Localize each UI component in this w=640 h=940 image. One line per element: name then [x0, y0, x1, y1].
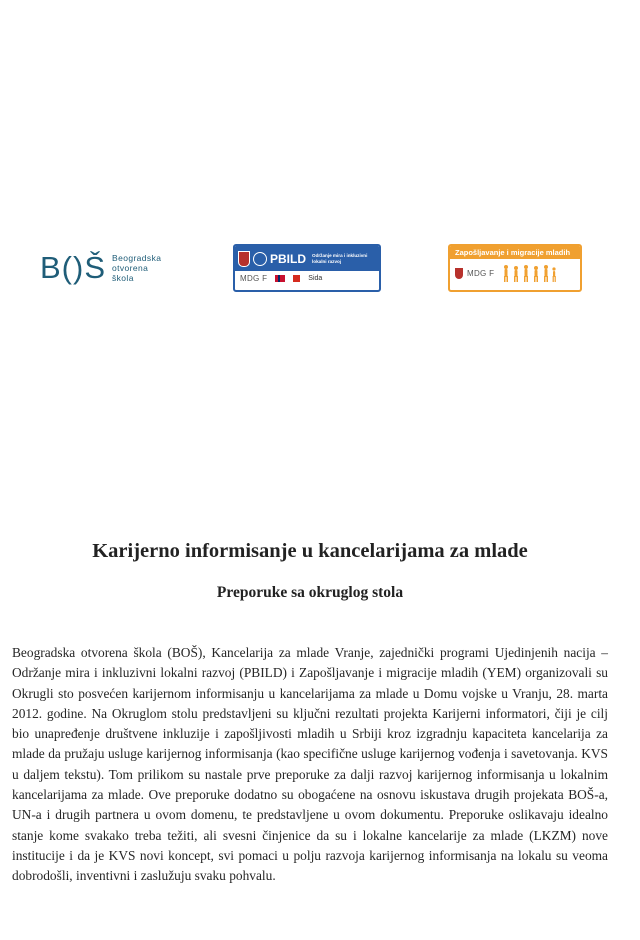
pbild-logo: [233, 244, 381, 292]
walking-people-icon: [500, 263, 558, 283]
serbia-crest-icon: [238, 251, 250, 267]
yem-logo-title: Zapošljavanje i migracije mladih: [450, 246, 580, 259]
document-body-paragraph: Beogradska otvorena škola (BOŠ), Kancelarija za mlade Vranje, zajednički programi Ujedinjenih nacija – Održanje mira i inkluzivni lokalni razvoj (PBILD) i Zapošljavanje i migracije mladih (YEM) organizovali su Okrugli sto posvećen karijernom informisanju u kancelarijama za mlade u Domu vojske u Vranju, 28. marta 2012. godine. Na Okruglom stolu predstavljeni su ključni rezultati projekta Karijerni informatori, čiji je cilj bio unapređenje društvene inkluzije i zapošljivosti mladih u Srbiji kroz izgradnju kapaciteta kancelarija za mlade da pružaju usluge karijernog informisanja (kao specifične usluge karijernog vođenja i savetovanja. KVS u daljem tekstu). Tom prilikom su nastale prve preporuke za dalji razvoj karijernog informisanja u lokalnim kancelarijama za mlade. Ove preporuke dodatno su obogaćene na osnovu iskustava drugih projekata BOŠ-a, UN-a i drugih partnera u ovom domenu, te predstavljene u ovom dokumentu. Preporuke oslikavaju idealno stanje kome svakako treba težiti, ali svesni činjenice da su i lokalne kancelarije za mlade (LKZM) nove institucije i da je KVS novi koncept, svi pomaci u polju razvoja karijernog informisanja na lokalu su veoma dobrodošli, inventivni i zaslužuju svaku pohvalu.: [12, 645, 608, 884]
sida-logo: Sida: [308, 275, 323, 282]
bos-logo-text: [112, 253, 161, 283]
mdgf-logo: MDG F: [467, 268, 495, 278]
swiss-flag-icon: [293, 275, 300, 282]
un-emblem-icon: [253, 252, 267, 266]
serbia-crest-icon: [455, 268, 463, 279]
bos-logo-line: otvorena: [112, 262, 149, 273]
bos-logo: [40, 252, 161, 283]
pbild-logo-name: PBILD: [270, 251, 306, 266]
mdgf-logo: MDG F: [240, 274, 268, 283]
document-subtitle: Preporuke sa okruglog stola: [216, 584, 404, 601]
bos-logo-mark: B()Š: [40, 250, 106, 285]
document-title: Karijerno informisanje u kancelarijama za mlade: [92, 540, 528, 562]
bos-logo-line: škola: [112, 272, 134, 283]
yem-logo: [448, 244, 582, 292]
pbild-logo-tagline: Održanje mira i inkluzivni lokalni razvoj: [312, 253, 368, 264]
bos-logo-line: Beogradska: [112, 252, 162, 263]
norway-flag-icon: [275, 275, 285, 282]
